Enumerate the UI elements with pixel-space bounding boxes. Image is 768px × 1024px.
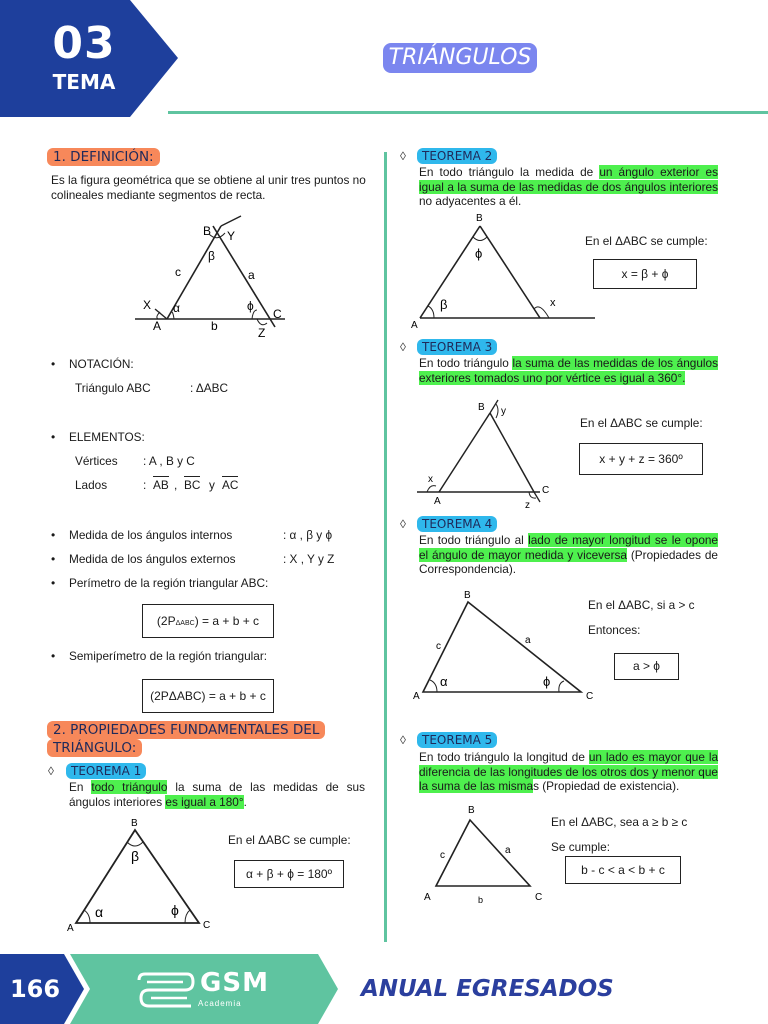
teorema-5-caption-1: En el ΔABC, sea a ≥ b ≥ c [551, 815, 688, 829]
fig-t1-label-beta: β [131, 848, 140, 864]
internal-angles-label: Medida de los ángulos internos [69, 528, 233, 542]
fig1-label-beta: β [208, 249, 215, 263]
elements-title: ELEMENTOS: [69, 430, 145, 444]
fig1-label-x: X [143, 298, 152, 312]
perimeter-formula-post: ) = a + b + c [194, 614, 260, 628]
teorema-1-caption: En el ΔABC se cumple: [228, 833, 351, 847]
fig1-label-b-side: b [211, 319, 218, 333]
fig-t4-label-a: a [525, 635, 531, 646]
teorema-1-triangle-figure [62, 814, 222, 936]
page-title: TRIÁNGULOS I [383, 43, 537, 73]
teorema-1-formula-box: α + β + ϕ = 180º [234, 860, 344, 888]
external-angles-label: Medida de los ángulos externos [69, 552, 236, 566]
teorema-4-caption-1: En el ΔABC, si a > c [588, 598, 695, 612]
fig-t2-label-phi: ϕ [475, 246, 483, 261]
fig-t1-label-c: C [203, 920, 211, 931]
fig1-label-a: a [248, 268, 255, 282]
teorema-4-text: En todo triángulo al lado de mayor longitud se le opone el ángulo de mayor medida y viceversa (Propiedades de Correspondencia). [419, 533, 718, 576]
side-bc: BC [184, 478, 201, 492]
fig-t3-label-c: C [542, 485, 550, 496]
column-divider [384, 152, 387, 942]
teorema-2-caption: En el ΔABC se cumple: [585, 234, 708, 248]
fig1-label-a-vertex: A [153, 319, 162, 333]
notation-label: Triángulo ABC [75, 381, 151, 395]
fig-t5-label-a: a [505, 845, 511, 856]
perimeter-formula-pre: (2P [156, 614, 176, 628]
fig-t3-label-a: A [434, 496, 441, 507]
fig-t2-label-b: B [476, 213, 483, 224]
fig1-label-b: B [203, 224, 212, 238]
bullet-dot: • [51, 552, 56, 566]
fig-t3-label-z: z [525, 500, 530, 511]
external-angles-value: : X , Y y Z [283, 552, 335, 566]
logo-text: GSM [200, 968, 269, 998]
teorema-3-triangle-figure [412, 396, 567, 512]
fig-t1-label-alpha: α [95, 904, 104, 920]
bullet-dot: • [51, 649, 56, 663]
teorema-5-label: TEOREMA 5 [417, 732, 497, 748]
teorema-4-formula-box: a > ϕ [614, 653, 679, 680]
fig-t1-label-phi: ϕ [171, 902, 179, 918]
perimeter-formula-box [142, 604, 274, 638]
semiperimeter-formula-box: (2PΔABC) = a + b + c [142, 679, 274, 713]
diamond-bullet-icon: ◊ [400, 517, 406, 531]
fig-t3-label-y: y [501, 406, 506, 417]
teorema-3-caption: En el ΔABC se cumple: [580, 416, 703, 430]
title-underline [168, 111, 768, 114]
bullet-dot: • [51, 528, 56, 542]
teorema-3-label: TEOREMA 3 [417, 339, 497, 355]
fig-t4-label-phi: ϕ [543, 674, 551, 689]
side-ac: AC [222, 478, 239, 492]
diamond-bullet-icon: ◊ [48, 764, 54, 778]
sides-colon: : [143, 478, 147, 492]
teorema-4-triangle-figure [408, 586, 600, 704]
sides-label: Lados [75, 478, 108, 492]
section-heading-propiedades-line1: 2. PROPIEDADES FUNDAMENTALES DEL [47, 721, 325, 739]
diamond-bullet-icon: ◊ [400, 340, 406, 354]
series-title: ANUAL EGRESADOS [361, 976, 614, 1002]
teorema-5-text: En todo triángulo la longitud de un lado es mayor que la diferencia de las longitudes de los otros dos y menor que la suma de las mismas (Propiedad de existencia). [419, 750, 719, 793]
fig1-label-c-vertex: C [273, 307, 282, 321]
definition-text: Es la figura geométrica que se obtiene al unir tres puntos no colineales mediante segmentos de recta. [51, 173, 366, 202]
fig1-label-phi: ϕ [247, 299, 254, 313]
definition-triangle-figure [125, 212, 300, 342]
fig1-label-c: c [175, 265, 181, 279]
teorema-4-label: TEOREMA 4 [417, 516, 497, 532]
teorema-2-label: TEOREMA 2 [417, 148, 497, 164]
teorema-3-text: En todo triángulo la suma de las medidas de los ángulos exteriores tomados uno por vértice es igual a 360°. [419, 356, 718, 385]
fig-t1-label-a: A [67, 923, 74, 934]
fig-t5-label-c: c [440, 850, 445, 861]
teorema-1-text: En todo triángulo la suma de las medidas de sus ángulos interiores es igual a 180°. [69, 780, 365, 809]
section-heading-propiedades-line2: TRIÁNGULO: [47, 739, 142, 757]
fig-t4-label-a-vertex: A [413, 691, 420, 702]
perimeter-formula-sub: ΔABC [175, 620, 195, 627]
diamond-bullet-icon: ◊ [400, 733, 406, 747]
perimeter-label: Perímetro de la región triangular ABC: [69, 576, 269, 590]
diamond-bullet-icon: ◊ [400, 149, 406, 163]
notation-title: NOTACIÓN: [69, 357, 134, 371]
fig-t2-label-x: x [550, 297, 556, 309]
fig-t4-label-alpha: α [440, 674, 448, 689]
fig-t3-label-b: B [478, 402, 485, 413]
fig1-label-z: Z [258, 326, 266, 340]
fig-t5-label-b: B [468, 805, 475, 816]
tema-number: 03 [52, 18, 116, 69]
tema-label: TEMA [52, 70, 116, 94]
page-number: 166 [9, 975, 61, 1003]
teorema-2-triangle-figure [408, 210, 600, 332]
teorema-3-formula-box: x + y + z = 360º [579, 443, 703, 475]
teorema-5-triangle-figure [420, 802, 550, 908]
fig-t4-label-c: c [436, 641, 441, 652]
fig-t5-label-b-side: b [478, 895, 484, 905]
side-ab: AB [153, 478, 169, 492]
fig1-label-y: Y [227, 229, 236, 243]
teorema-4-caption-2: Entonces: [588, 623, 641, 637]
fig-t5-label-c-vertex: C [535, 892, 543, 903]
teorema-5-caption-2: Se cumple: [551, 840, 611, 854]
fig-t5-label-a-vertex: A [424, 892, 431, 903]
internal-angles-value: : α , β y ϕ [283, 528, 333, 542]
teorema-2-formula-box: x = β + ϕ [593, 259, 697, 289]
sides-sep-2: y [209, 478, 215, 492]
bullet-dot: • [51, 576, 56, 590]
section-heading-definicion: 1. DEFINICIÓN: [47, 148, 160, 166]
sides-sep-1: , [174, 478, 178, 492]
bullet-dot: • [51, 430, 56, 444]
fig-t2-label-a: A [411, 320, 418, 331]
teorema-5-formula-box: b - c < a < b + c [565, 856, 681, 884]
bullet-dot: • [51, 357, 56, 371]
fig-t2-label-beta: β [440, 297, 448, 312]
notation-value: : ΔABC [190, 381, 229, 395]
logo-subtitle: Academia [198, 999, 242, 1008]
fig-t4-label-c-vertex: C [586, 691, 594, 702]
vertices-value: : A , B y C [143, 454, 195, 468]
fig1-label-alpha: α [173, 301, 180, 315]
fig-t4-label-b: B [464, 590, 471, 601]
academy-logo-icon [133, 970, 197, 1010]
fig-t3-label-x: x [428, 474, 433, 485]
semiperimeter-label: Semiperímetro de la región triangular: [69, 649, 268, 663]
teorema-2-text: En todo triángulo la medida de un ángulo exterior es igual a la suma de las medidas de dos ángulos interiores no adyacentes a él. [419, 165, 718, 208]
vertices-label: Vértices [75, 454, 118, 468]
fig-t1-label-b: B [131, 818, 138, 829]
teorema-1-label: TEOREMA 1 [66, 763, 146, 779]
